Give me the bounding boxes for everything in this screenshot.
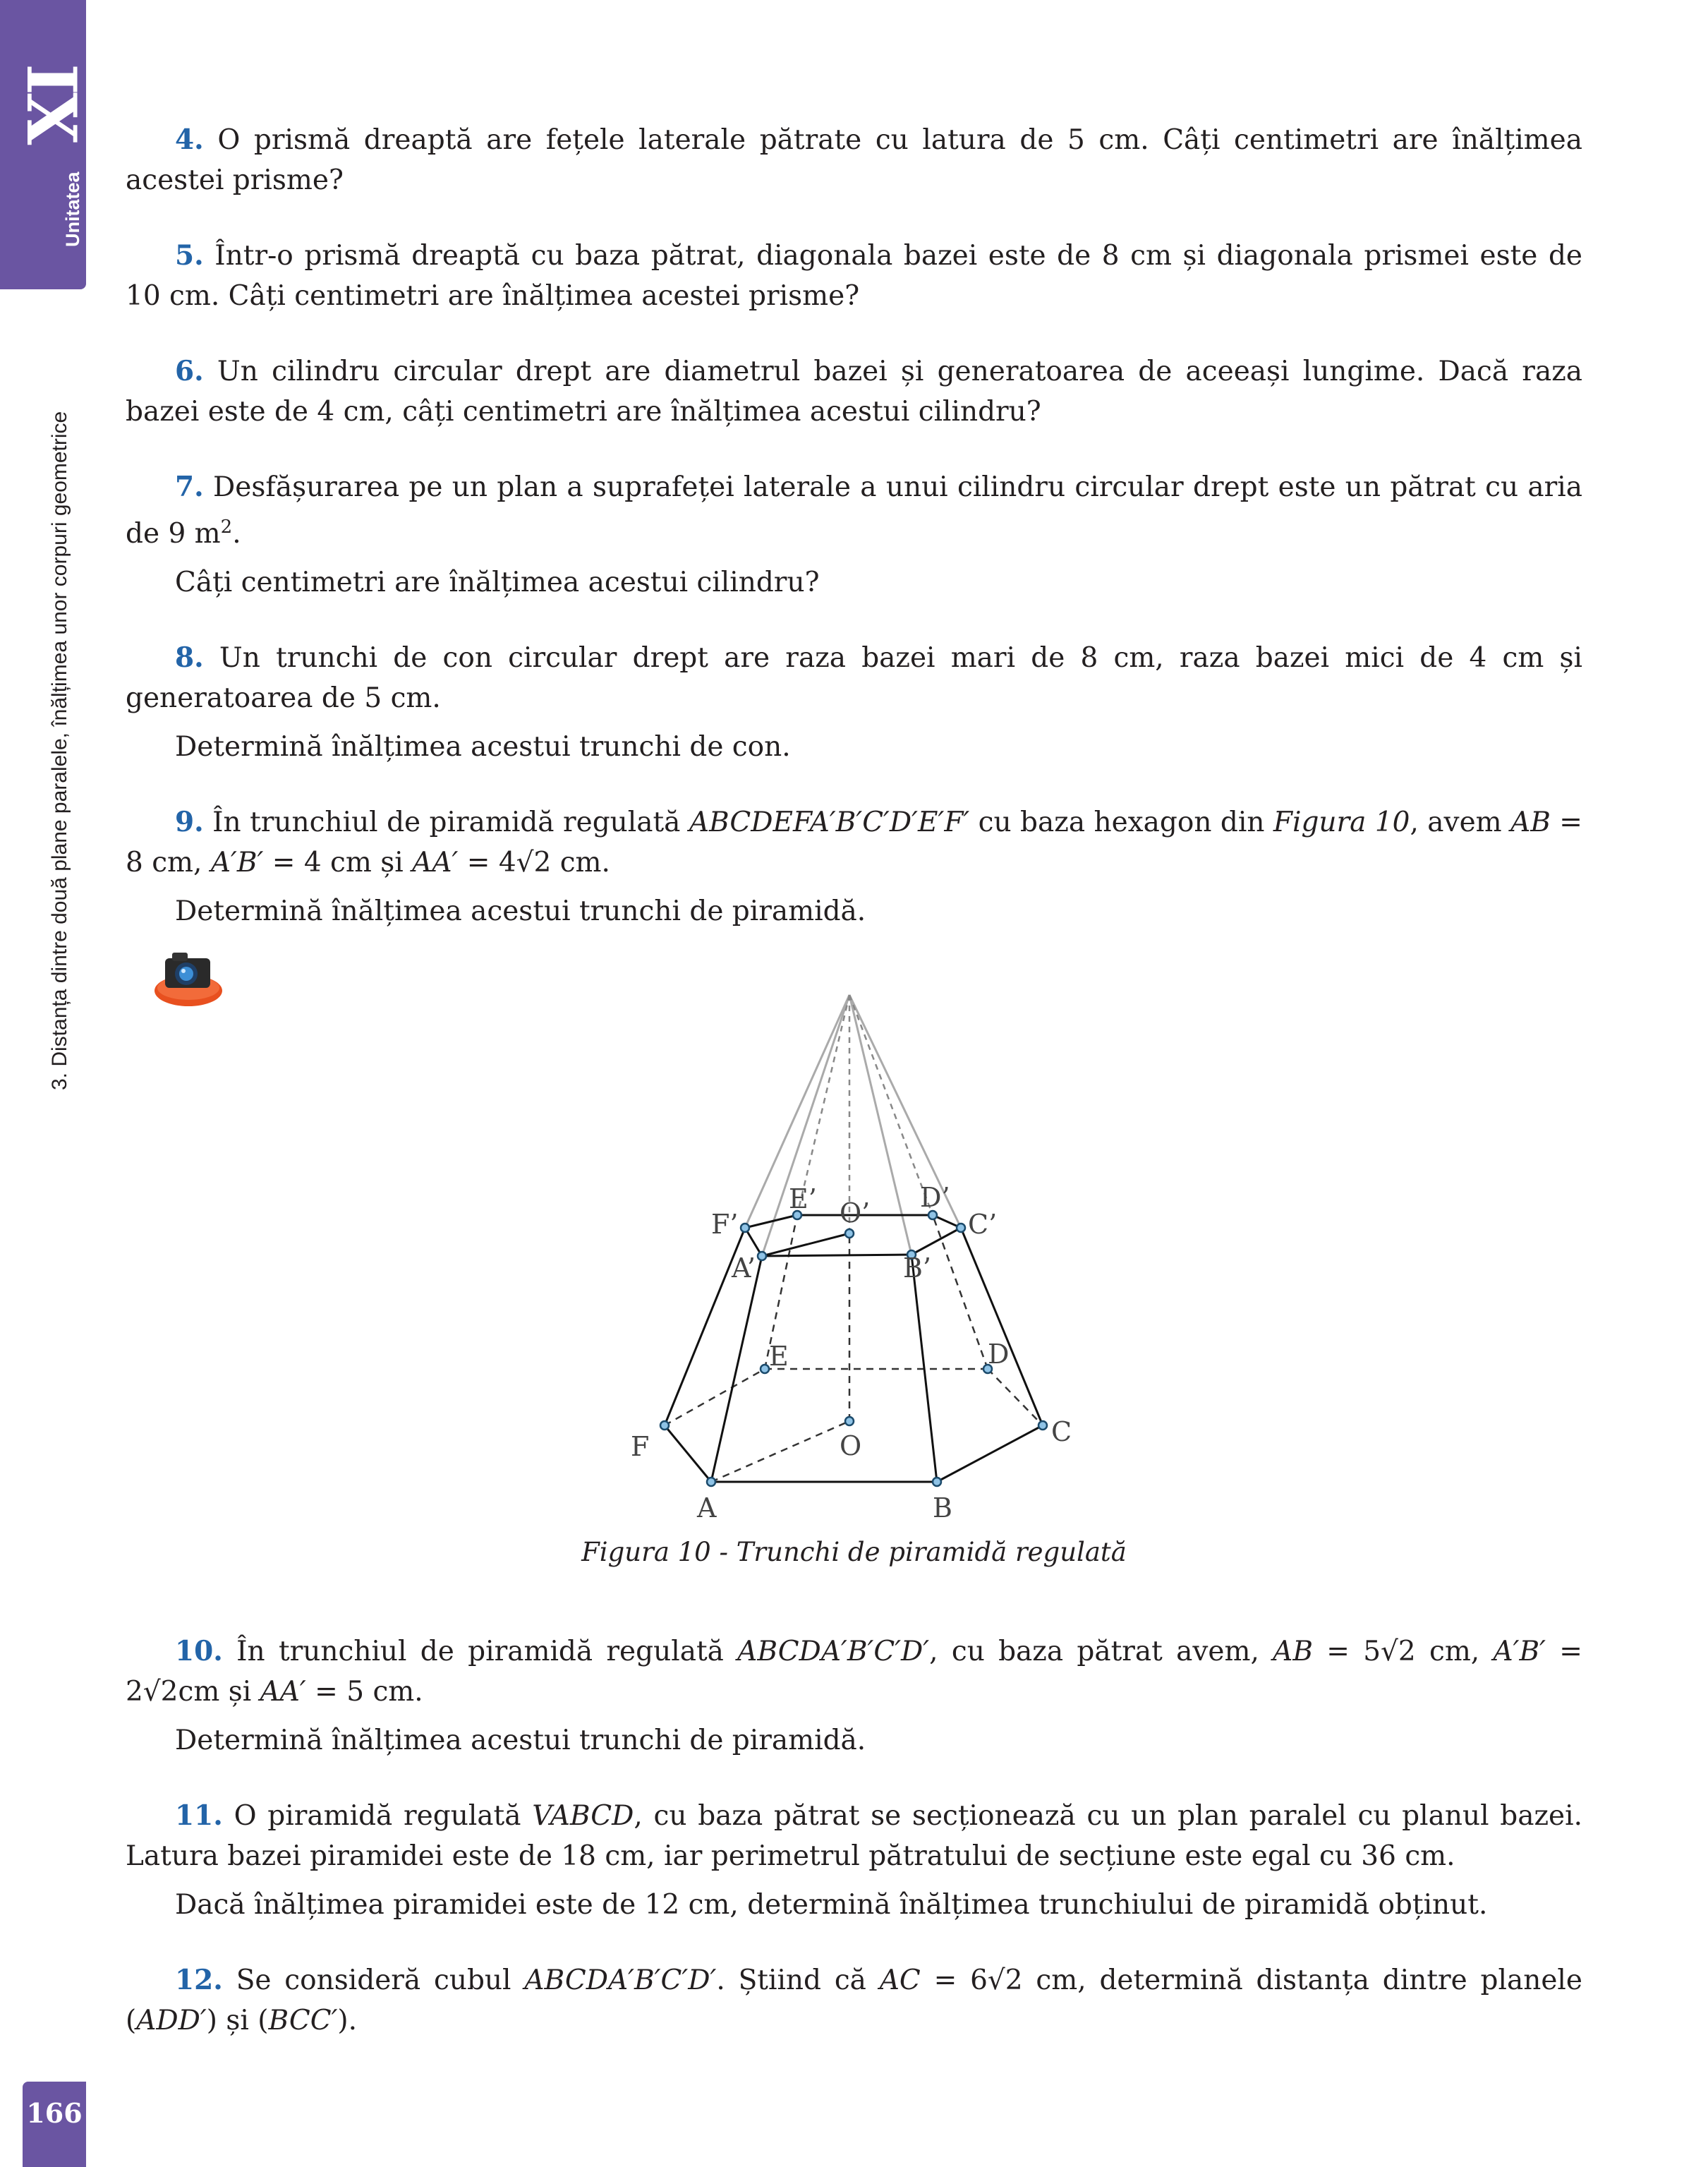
math-expression: A′B′ xyxy=(210,847,264,879)
label-F-prime: F’ xyxy=(711,1209,739,1240)
page-number: 166 xyxy=(26,2097,83,2129)
math-expression: AA′ xyxy=(412,847,459,879)
camera-icon xyxy=(150,947,227,1010)
label-D-prime: D’ xyxy=(920,1182,950,1213)
point-E xyxy=(761,1365,769,1373)
problem-text: , cu baza pătrat avem, xyxy=(929,1636,1273,1667)
problem-8-question: Determină înălțimea acestui trunchi de con. xyxy=(175,731,791,763)
edge-F-E xyxy=(665,1369,765,1425)
problem-11 xyxy=(126,1796,1582,1876)
problem-number: 8. xyxy=(175,641,204,674)
frustum-diagram xyxy=(607,967,1115,1531)
problem-text: = 5 cm. xyxy=(305,1676,423,1708)
problem-text: = 6√2 cm, determină distanța dintre planele ( xyxy=(126,1964,1582,2036)
problem-text: Un trunchi de con circular drept are raza bazei mari de 8 cm, raza bazei mici de 4 cm și generatoarea de 5 cm. xyxy=(126,642,1582,714)
edge-F-A xyxy=(665,1425,711,1482)
math-expression: ABCDA′B′C′D′ xyxy=(524,1964,717,1996)
figure-reference: Figura 10 xyxy=(1273,807,1410,838)
label-A-prime: A’ xyxy=(732,1252,756,1284)
problem-9-question: Determină înălțimea acestui trunchi de piramidă. xyxy=(175,895,866,927)
problem-text: Se consideră cubul xyxy=(236,1964,525,1996)
problem-number: 9. xyxy=(175,806,204,838)
problem-10-question: Determină înălțimea acestui trunchi de piramidă. xyxy=(175,1725,866,1756)
label-B-prime: B’ xyxy=(903,1252,932,1284)
point-O xyxy=(845,1417,854,1425)
edge-D-C xyxy=(988,1369,1043,1425)
label-D: D xyxy=(988,1339,1010,1370)
problem-text: Într-o prismă dreaptă cu baza pătrat, diagonala bazei este de 8 cm și diagonala prismei este de 10 cm. Câți centimetri are înălțimea acestei prisme? xyxy=(126,240,1582,312)
problem-text: cu baza hexagon din xyxy=(969,807,1273,838)
problem-text: O piramidă regulată xyxy=(234,1800,533,1832)
page-number-tab xyxy=(23,2082,86,2167)
point-O1 xyxy=(845,1229,854,1238)
point-C1 xyxy=(957,1224,965,1232)
label-O-prime: O’ xyxy=(840,1197,871,1229)
edge-V-A1 xyxy=(762,995,849,1256)
problem-text: ) și ( xyxy=(206,2005,269,2036)
problem-text: , avem xyxy=(1410,807,1511,838)
problem-text: Desfășurarea pe un plan a suprafeței laterale a unui cilindru circular drept este un pătrat cu aria de 9 m xyxy=(126,471,1582,550)
problems-lower xyxy=(126,1631,1582,2041)
math-expression: AA′ xyxy=(260,1676,306,1708)
edge-A1-B1 xyxy=(762,1255,911,1256)
problem-number: 7. xyxy=(175,471,204,503)
problem-text-end: . xyxy=(232,518,241,550)
problem-10 xyxy=(126,1631,1582,1712)
problem-text: = 8 cm, xyxy=(126,807,1582,879)
unit-label: Unitatea xyxy=(62,171,83,247)
point-A1 xyxy=(758,1252,766,1260)
problem-6 xyxy=(126,351,1582,432)
edge-B-C xyxy=(937,1425,1043,1482)
problem-9 xyxy=(126,802,1582,883)
math-expression: AB xyxy=(1273,1636,1313,1667)
label-E: E xyxy=(769,1341,789,1372)
math-expression: ADD′ xyxy=(136,2005,207,2036)
unit-number: IX xyxy=(11,64,91,143)
label-E-prime: E’ xyxy=(789,1183,817,1214)
problem-4 xyxy=(126,120,1582,200)
superscript: 2 xyxy=(220,517,233,538)
point-A xyxy=(707,1478,715,1486)
edge-B1-C1 xyxy=(911,1228,961,1255)
edge-A-O xyxy=(711,1421,849,1482)
problem-8 xyxy=(126,638,1582,718)
problem-text: . Știind că xyxy=(716,1964,880,1996)
problem-text: În trunchiul de piramidă regulată xyxy=(236,1636,738,1667)
label-C: C xyxy=(1051,1416,1072,1447)
problems-upper xyxy=(126,120,1582,931)
math-expression: A′B′ xyxy=(1493,1636,1546,1667)
label-O: O xyxy=(840,1430,862,1461)
problem-number: 11. xyxy=(175,1799,223,1832)
math-expression: VABCD xyxy=(532,1800,634,1832)
label-F: F xyxy=(631,1431,650,1462)
problem-text: Un cilindru circular drept are diametrul bazei și generatoarea de aceeași lungime. Dacă raza bazei este de 4 cm, câți centimetri are înălțimea acestui cilindru? xyxy=(126,356,1582,428)
problem-text: O prismă dreaptă are fețele laterale pătrate cu latura de 5 cm. Câți centimetri are înălțimea acestei prisme? xyxy=(126,124,1582,196)
problem-number: 6. xyxy=(175,355,204,387)
problem-text: = 4√2 cm. xyxy=(458,847,610,879)
problem-text: = 4 cm și xyxy=(263,847,413,879)
math-expression: BCC′ xyxy=(268,2005,338,2036)
unit-tab xyxy=(0,0,91,289)
problem-11-question: Dacă înălțimea piramidei este de 12 cm, determină înălțimea trunchiului de piramidă obținut. xyxy=(175,1889,1488,1921)
problem-text: În trunchiul de piramidă regulată xyxy=(212,807,689,838)
figure-caption: Figura 10 - Trunchi de piramidă regulată xyxy=(581,1537,1127,1567)
problem-number: 5. xyxy=(175,239,204,272)
point-C xyxy=(1038,1421,1047,1430)
problem-number: 12. xyxy=(175,1964,223,1996)
problem-5 xyxy=(126,236,1582,316)
label-C-prime: C’ xyxy=(968,1209,998,1240)
math-expression: ABCDEFA′B′C′D′E′F′ xyxy=(689,807,970,838)
problem-7 xyxy=(126,467,1582,554)
problem-text: ). xyxy=(337,2005,358,2036)
problem-number: 10. xyxy=(175,1635,223,1667)
point-F1 xyxy=(741,1224,749,1232)
problem-text: = 5√2 cm, xyxy=(1312,1636,1494,1667)
problem-12 xyxy=(126,1960,1582,2041)
problem-text: = 2√2cm și xyxy=(126,1636,1582,1708)
problem-text: , cu baza pătrat se secționează cu un plan paralel cu planul bazei. Latura bazei piramidei este de 18 cm, iar perimetrul pătratului de secțiune este egal cu 36 cm. xyxy=(126,1800,1583,1872)
edge-V-E1 xyxy=(797,995,849,1215)
label-B: B xyxy=(933,1492,952,1523)
problem-7-question: Câți centimetri are înălțimea acestui cilindru? xyxy=(175,567,820,598)
chapter-title: 3. Distanța dintre două plane paralele, înălțimea unor corpuri geometrice xyxy=(48,411,71,1090)
math-expression: AC xyxy=(879,1964,921,1996)
point-F xyxy=(660,1421,669,1430)
label-A: A xyxy=(697,1492,717,1523)
math-expression: AB xyxy=(1510,807,1551,838)
edge-A1-O1 xyxy=(762,1233,849,1256)
math-expression: ABCDA′B′C′D′ xyxy=(737,1636,930,1667)
problem-number: 4. xyxy=(175,123,204,156)
point-B xyxy=(933,1478,941,1486)
